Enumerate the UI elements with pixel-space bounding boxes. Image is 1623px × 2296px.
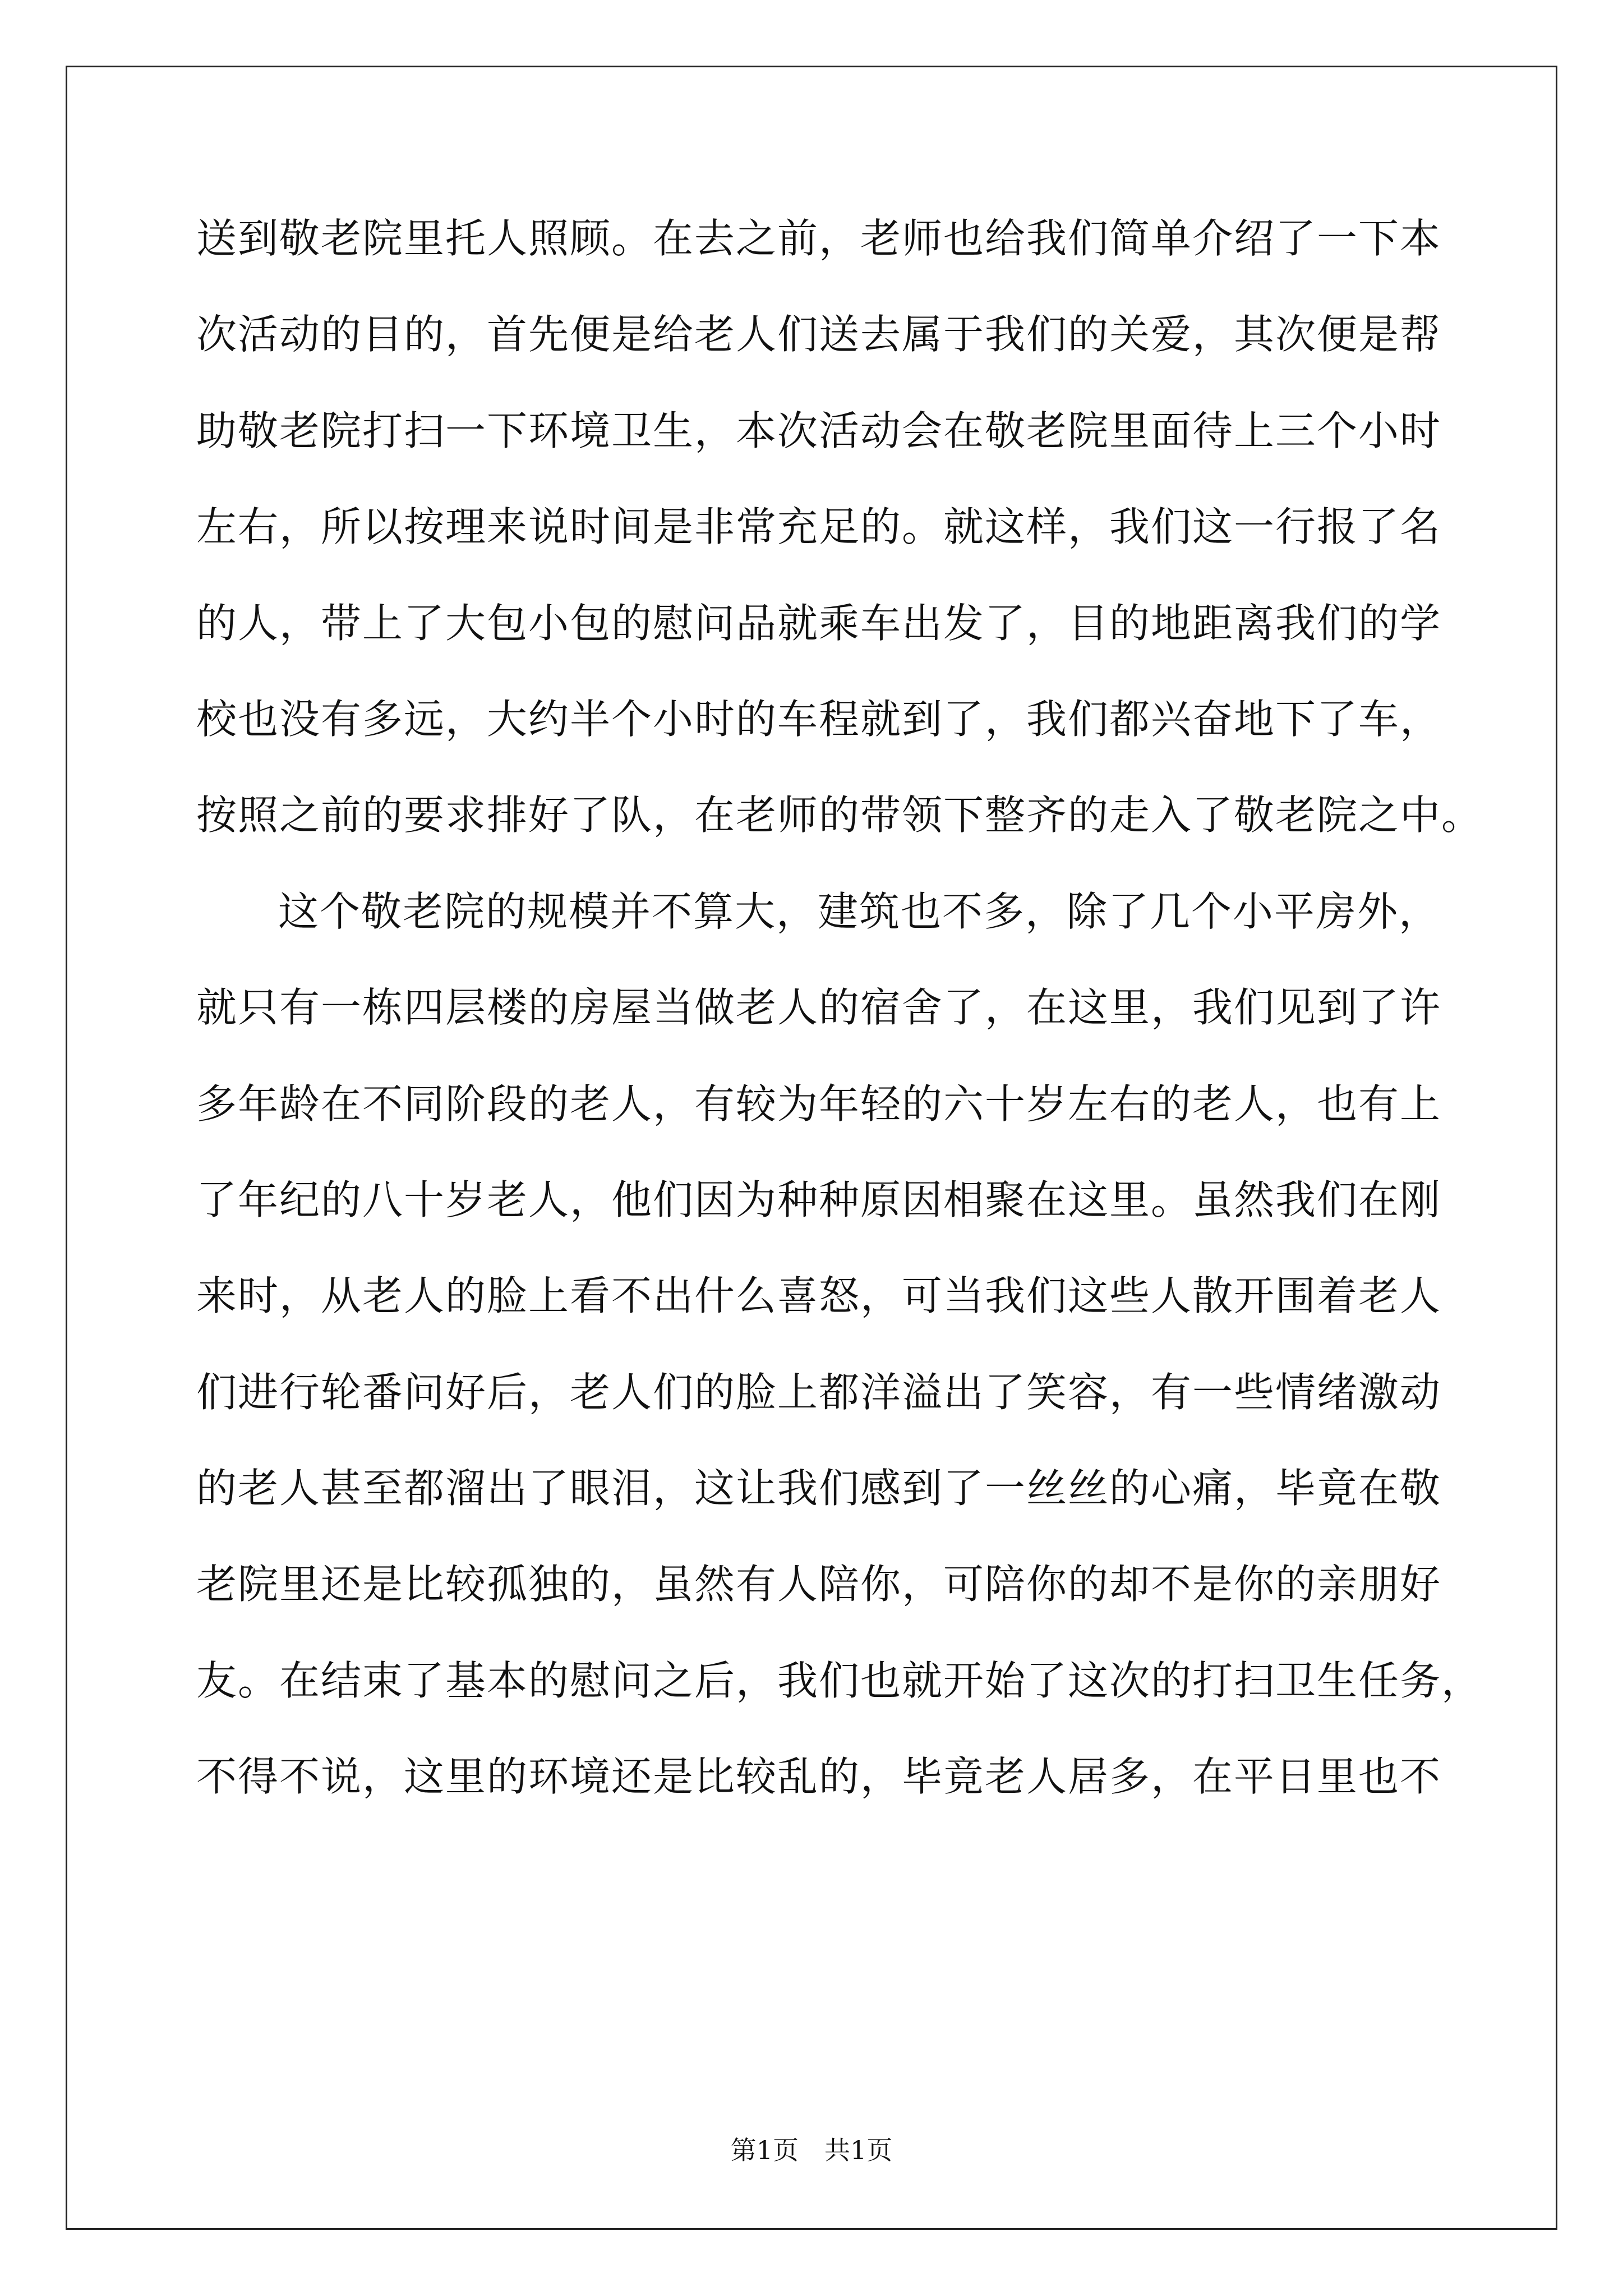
- text-line: 次活动的目的，首先便是给老人们送去属于我们的关爱，其次便是帮: [196, 311, 1442, 358]
- text-line: 来时，从老人的脸上看不出什么喜怒，可当我们这些人散开围着老人: [196, 1272, 1442, 1320]
- text-line: 送到敬老院里托人照顾。在去之前，老师也给我们简单介绍了一下本: [196, 215, 1442, 262]
- text-line: 多年龄在不同阶段的老人，有较为年轻的六十岁左右的老人，也有上: [196, 1080, 1442, 1128]
- text-line: 们进行轮番问好后，老人们的脸上都洋溢出了笑容，有一些情绪激动: [196, 1368, 1442, 1416]
- text-line: 左右，所以按理来说时间是非常充足的。就这样，我们这一行报了名: [196, 503, 1442, 551]
- paragraph-first-line: 这个敬老院的规模并不算大，建筑也不多，除了几个小平房外，: [278, 887, 1441, 935]
- page-number-footer: 第1页 共1页: [730, 2135, 893, 2165]
- text-line: 的人，带上了大包小包的慰问品就乘车出发了，目的地距离我们的学: [196, 599, 1442, 647]
- text-line: 老院里还是比较孤独的，虽然有人陪你，可陪你的却不是你的亲朋好: [196, 1561, 1442, 1608]
- text-line: 了年纪的八十岁老人，他们因为种种原因相聚在这里。虽然我们在刚: [196, 1176, 1442, 1223]
- text-line: 就只有一栋四层楼的房屋当做老人的宿舍了，在这里，我们见到了许: [196, 984, 1442, 1032]
- document-body: [196, 215, 1483, 1851]
- text-line: 友。在结束了基本的慰问之后，我们也就开始了这次的打扫卫生任务，: [196, 1657, 1483, 1704]
- text-line: 不得不说，这里的环境还是比较乱的，毕竟老人居多，在平日里也不: [196, 1753, 1442, 1801]
- text-line: 助敬老院打扫一下环境卫生，本次活动会在敬老院里面待上三个小时: [196, 407, 1442, 454]
- text-line: 按照之前的要求排好了队，在老师的带领下整齐的走入了敬老院之中。: [196, 792, 1483, 839]
- text-line: 的老人甚至都溜出了眼泪，这让我们感到了一丝丝的心痛，毕竟在敬: [196, 1465, 1442, 1512]
- text-line: 校也没有多远，大约半个小时的车程就到了，我们都兴奋地下了车，: [196, 695, 1442, 743]
